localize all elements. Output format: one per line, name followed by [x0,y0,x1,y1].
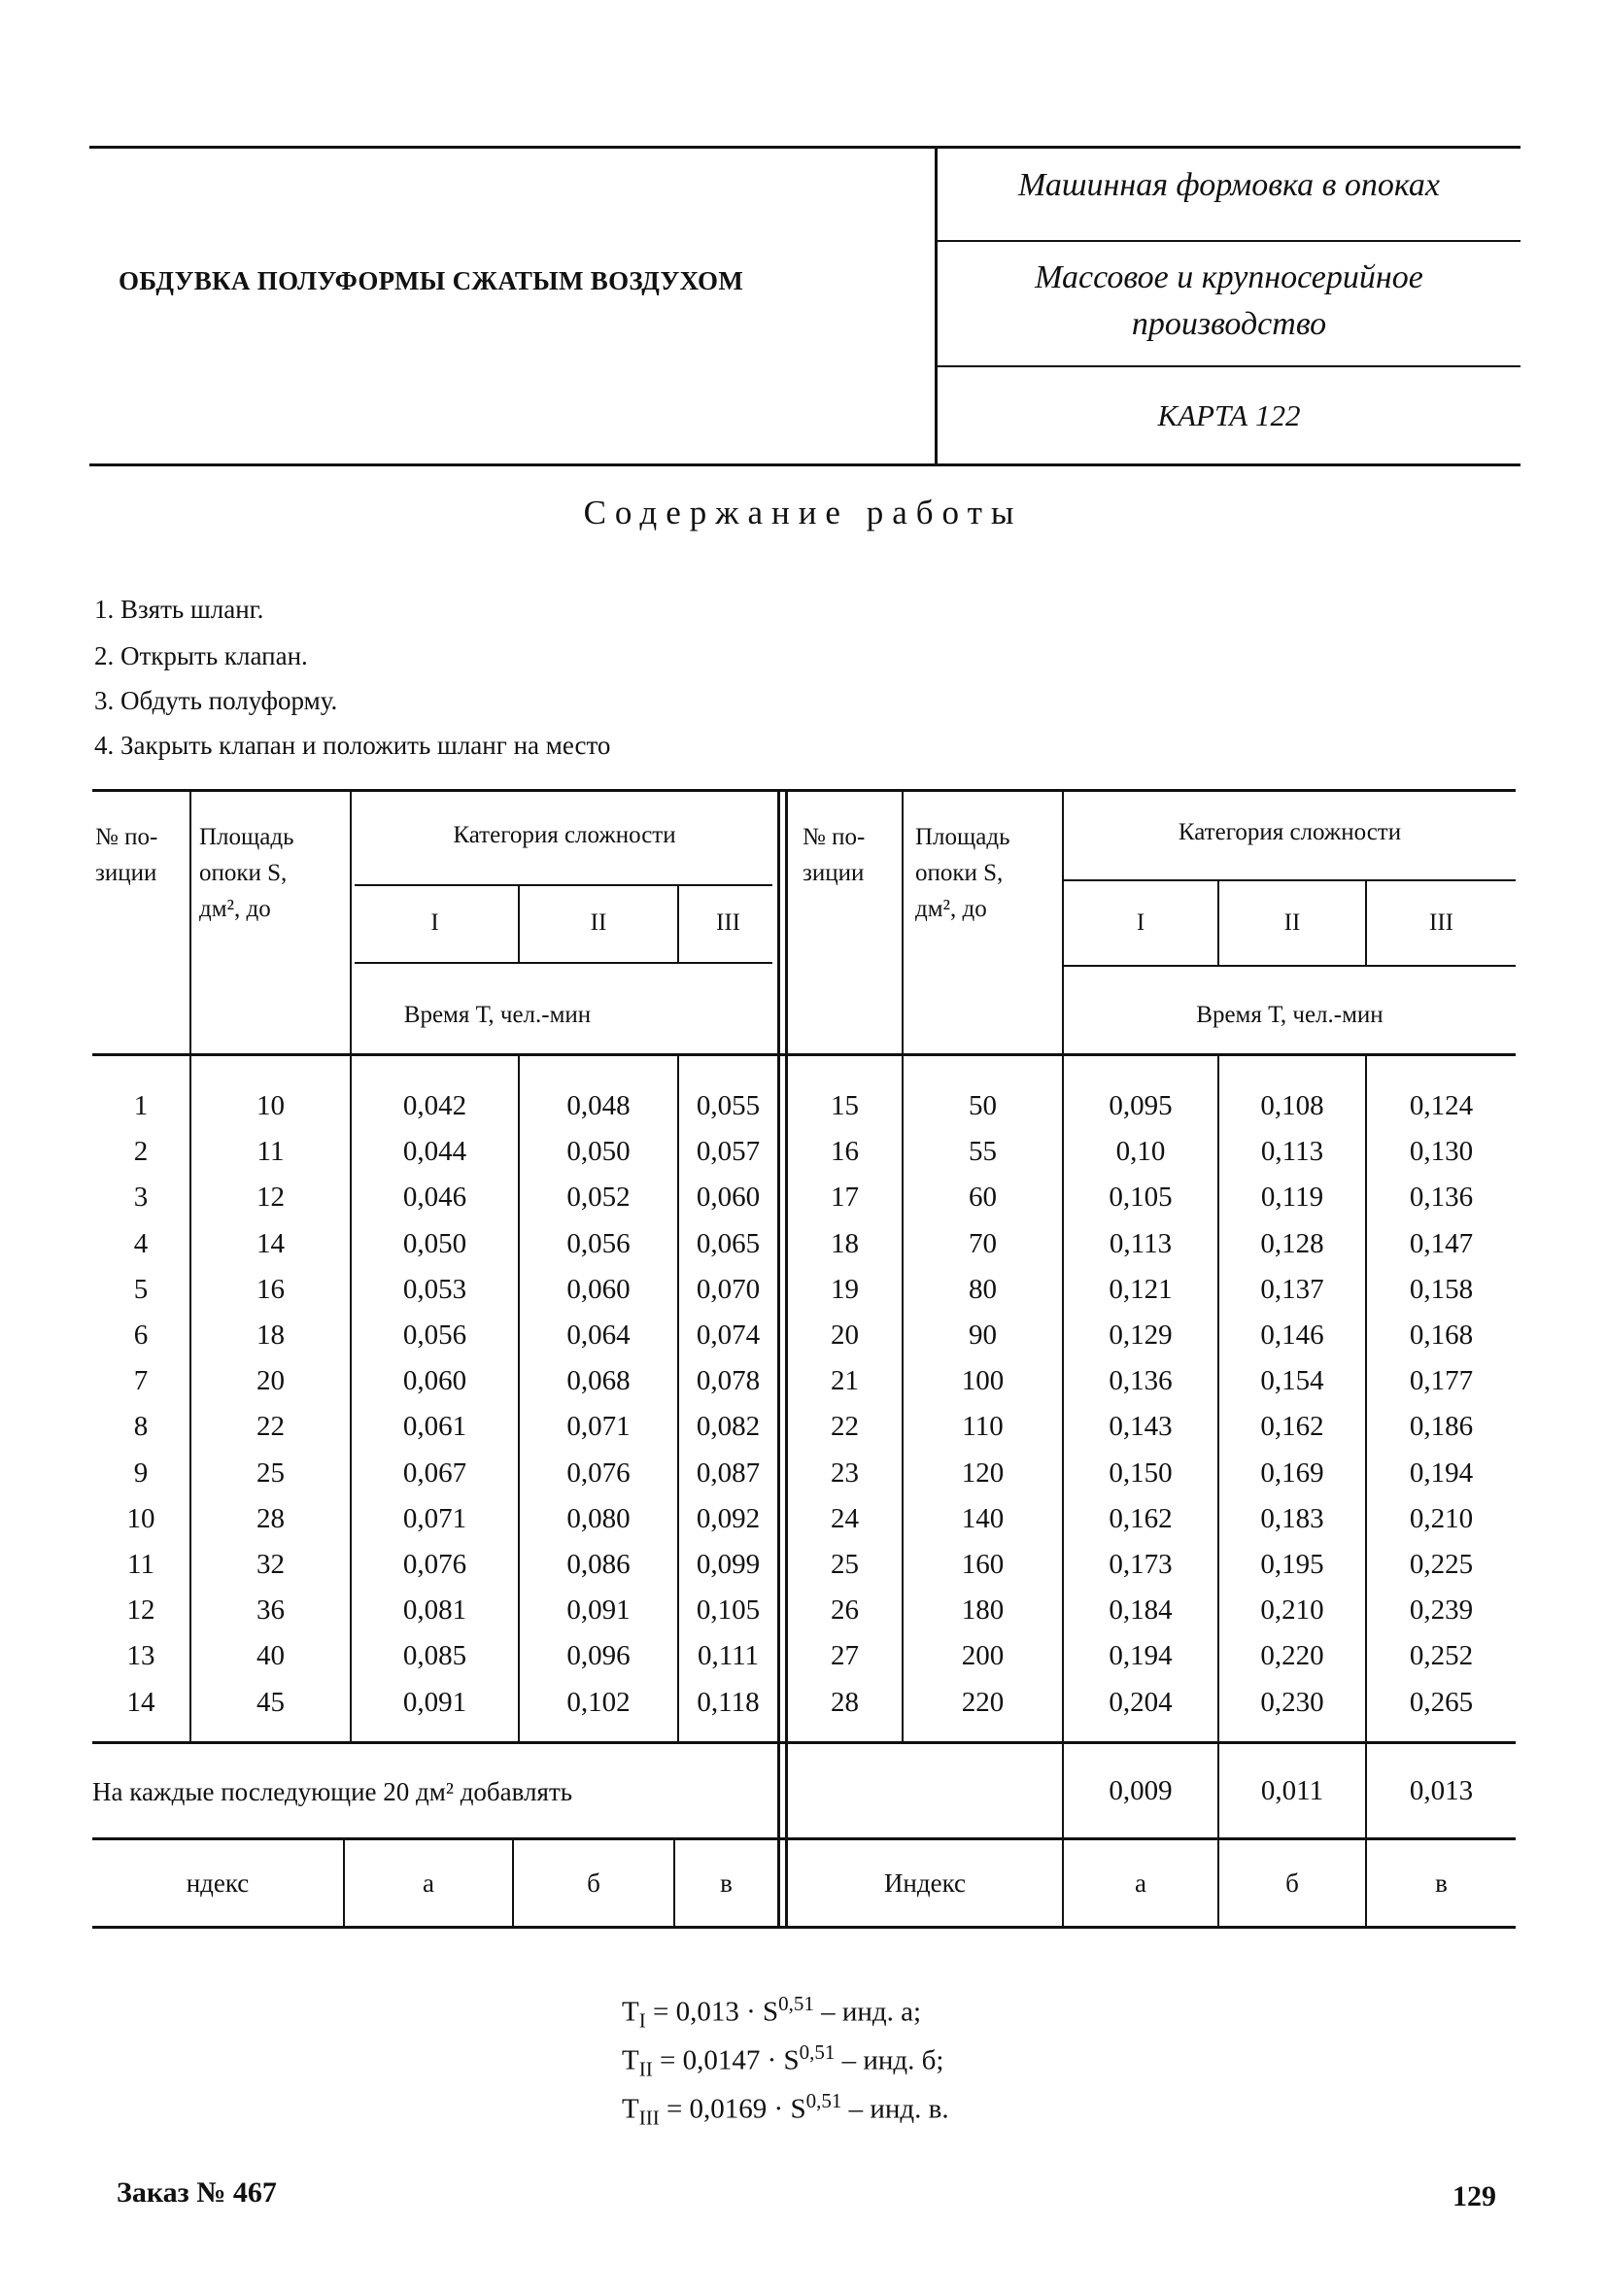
right-row-9-pos: 23 [831,1457,859,1489]
left-row-7-cat-II: 0,068 [566,1365,631,1396]
right-time-header: Время Т, чел.-мин [1196,1002,1384,1028]
left-pos-header-line2: зиции [95,860,157,886]
header-bottom-rule [89,463,1521,466]
right-row-2-cat-I: 0,10 [1115,1136,1166,1167]
card-number: КАРТА 122 [1157,398,1301,432]
right-row-11-cat-II: 0,195 [1260,1549,1324,1580]
right-row-13-cat-II: 0,220 [1260,1640,1324,1671]
left-cat-I: I [430,909,439,936]
formula-1-eq: = 0,013 · S [645,1996,779,2028]
right-row-1-pos: 15 [831,1090,859,1121]
right-row-6-area: 90 [969,1319,997,1351]
right-pos-header-line2: зиции [803,860,865,886]
right-row-6-cat-I: 0,129 [1109,1319,1173,1351]
formula-2-sub: II [638,2057,653,2081]
left-time-header: Время Т, чел.-мин [403,1002,592,1028]
right-row-8-cat-I: 0,143 [1109,1411,1173,1442]
right-row-14-cat-I: 0,204 [1109,1687,1173,1718]
right-row-1-cat-II: 0,108 [1260,1090,1324,1121]
left-row-7-area: 20 [256,1365,285,1396]
index-left-b: б [587,1868,600,1898]
left-row-10-cat-III: 0,092 [696,1503,761,1534]
formula-2-t: T [622,2044,639,2076]
left-row-14-cat-I: 0,091 [402,1687,467,1718]
right-row-6-pos: 20 [831,1319,859,1351]
left-row-7-pos: 7 [133,1365,149,1396]
right-row-10-cat-I: 0,162 [1109,1503,1173,1534]
header-right-rule-2 [935,365,1521,367]
right-area-header-line3: дм², до [915,896,987,922]
left-cat-II: II [590,909,607,936]
right-row-14-area: 220 [961,1687,1005,1718]
right-row-3-area: 60 [969,1182,997,1213]
step-2: 2. Открыть клапан. [94,641,308,670]
right-row-9-area: 120 [961,1457,1005,1489]
left-row-3-area: 12 [256,1182,285,1213]
formula-3-eq: = 0,0169 · S [659,2093,806,2125]
left-row-14-pos: 14 [126,1687,155,1718]
right-row-11-area: 160 [961,1549,1005,1580]
left-row-3-pos: 3 [133,1182,149,1213]
add-value-II: 0,011 [1260,1775,1324,1806]
right-cat-III: III [1429,909,1453,936]
left-row-7-cat-III: 0,078 [696,1365,761,1396]
right-row-1-area: 50 [969,1090,997,1121]
right-row-7-pos: 21 [831,1365,859,1396]
left-row-4-pos: 4 [133,1228,149,1259]
right-row-7-area: 100 [961,1365,1005,1396]
left-row-8-pos: 8 [133,1411,149,1442]
right-row-1-cat-I: 0,095 [1109,1090,1173,1121]
left-row-4-cat-III: 0,065 [696,1228,761,1259]
section-title: Содержание работы [583,494,1023,531]
left-row-5-pos: 5 [133,1274,149,1305]
col-line-mid-1 [777,789,780,1929]
left-row-8-cat-II: 0,071 [566,1411,631,1442]
left-row-13-cat-I: 0,085 [402,1640,467,1671]
right-row-14-pos: 28 [831,1687,859,1718]
page-title: ОБДУВКА ПОЛУФОРМЫ СЖАТЫМ ВОЗДУХОМ [119,266,744,295]
formula-2 [622,2040,943,2081]
left-pos-header [95,819,188,891]
left-row-6-cat-II: 0,064 [566,1319,631,1351]
right-row-7-cat-III: 0,177 [1409,1365,1474,1396]
left-row-8-cat-I: 0,061 [402,1411,467,1442]
right-row-6-cat-II: 0,146 [1260,1319,1324,1351]
left-row-10-cat-I: 0,071 [402,1503,467,1534]
right-row-13-area: 200 [961,1640,1005,1671]
right-row-3-cat-I: 0,105 [1109,1182,1173,1213]
left-area-header-line2: опоки S, [199,860,288,886]
right-row-13-cat-III: 0,252 [1409,1640,1474,1671]
left-row-2-cat-I: 0,044 [402,1136,467,1167]
formula-2-exp: 0,51 [799,2040,836,2064]
index-right-b: б [1285,1868,1299,1898]
left-row-4-area: 14 [256,1228,285,1259]
left-row-1-pos: 1 [133,1090,149,1121]
right-row-4-area: 70 [969,1228,997,1259]
right-row-5-cat-III: 0,158 [1409,1274,1474,1305]
right-row-11-pos: 25 [831,1549,859,1580]
right-row-10-cat-II: 0,183 [1260,1503,1324,1534]
left-row-6-cat-III: 0,074 [696,1319,761,1351]
right-row-2-cat-II: 0,113 [1260,1136,1324,1167]
left-row-9-cat-III: 0,087 [696,1457,761,1489]
left-row-13-area: 40 [256,1640,285,1671]
left-pos-header-line1: № по- [95,824,158,850]
left-row-14-area: 45 [256,1687,285,1718]
right-roman-rule [1064,965,1516,967]
right-row-2-area: 55 [969,1136,997,1167]
right-pos-header-line1: № по- [803,824,866,850]
formula-1-sub: I [638,2008,646,2033]
left-row-6-pos: 6 [133,1319,149,1351]
right-row-11-cat-I: 0,173 [1109,1549,1173,1580]
left-category-header: Категория сложности [453,822,676,848]
left-row-1-cat-I: 0,042 [402,1090,467,1121]
step-3: 3. Обдуть полуформу. [94,686,338,715]
right-row-5-cat-I: 0,121 [1109,1274,1173,1305]
right-row-14-cat-II: 0,230 [1260,1687,1324,1718]
formula-1-t: T [622,1996,639,2028]
left-row-11-area: 32 [256,1549,285,1580]
left-row-9-cat-I: 0,067 [402,1457,467,1489]
left-row-2-cat-III: 0,057 [696,1136,761,1167]
step-1: 1. Взять шланг. [94,595,264,624]
left-row-5-cat-II: 0,060 [566,1274,631,1305]
left-row-2-cat-II: 0,050 [566,1136,631,1167]
order-number: Заказ № 467 [117,2176,277,2209]
left-row-5-cat-I: 0,053 [402,1274,467,1305]
header-right-rule-1 [935,240,1521,242]
left-row-10-pos: 10 [126,1503,155,1534]
right-row-9-cat-III: 0,194 [1409,1457,1474,1489]
right-row-12-pos: 26 [831,1594,859,1626]
formula-3-sub: III [638,2106,660,2130]
left-row-5-cat-III: 0,070 [696,1274,761,1305]
left-row-4-cat-I: 0,050 [402,1228,467,1259]
left-area-header [199,819,345,927]
right-pos-header [803,819,900,891]
right-row-7-cat-I: 0,136 [1109,1365,1173,1396]
right-row-3-cat-II: 0,119 [1260,1182,1324,1213]
right-row-3-cat-III: 0,136 [1409,1182,1474,1213]
left-row-8-cat-III: 0,082 [696,1411,761,1442]
right-row-10-cat-III: 0,210 [1409,1503,1474,1534]
table-bottom-rule [92,1926,1516,1929]
left-row-10-cat-II: 0,080 [566,1503,631,1534]
left-row-11-cat-I: 0,076 [402,1549,467,1580]
left-row-5-area: 16 [256,1274,285,1305]
left-row-7-cat-I: 0,060 [402,1365,467,1396]
left-row-3-cat-II: 0,052 [566,1182,631,1213]
left-area-header-line3: дм², до [199,896,271,922]
left-row-2-pos: 2 [133,1136,149,1167]
left-cat-III: III [716,909,740,936]
left-row-13-cat-III: 0,111 [697,1640,760,1671]
index-label-right: Индекс [883,1868,967,1898]
left-row-6-cat-I: 0,056 [402,1319,467,1351]
right-row-5-cat-II: 0,137 [1260,1274,1324,1305]
right-row-5-area: 80 [969,1274,997,1305]
left-row-1-cat-II: 0,048 [566,1090,631,1121]
right-row-4-cat-III: 0,147 [1409,1228,1474,1259]
right-row-6-cat-III: 0,168 [1409,1319,1474,1351]
right-area-header-line2: опоки S, [915,860,1004,886]
formula-1-exp: 0,51 [778,1992,814,2015]
left-row-6-area: 18 [256,1319,285,1351]
index-right-c: в [1435,1868,1448,1898]
right-row-8-pos: 22 [831,1411,859,1442]
formula-2-eq: = 0,0147 · S [652,2044,800,2076]
index-label-left: ндекс [186,1868,250,1898]
formula-3-exp: 0,51 [805,2089,842,2112]
left-row-9-cat-II: 0,076 [566,1457,631,1489]
step-4: 4. Закрыть клапан и положить шланг на место [94,731,611,760]
formula-1-idx: – инд. а; [813,1996,922,2028]
right-row-5-pos: 19 [831,1274,859,1305]
left-row-3-cat-III: 0,060 [696,1182,761,1213]
right-row-9-cat-II: 0,169 [1260,1457,1324,1489]
left-row-12-cat-II: 0,091 [566,1594,631,1626]
left-row-13-pos: 13 [126,1640,155,1671]
left-row-12-area: 36 [256,1594,285,1626]
left-row-12-cat-III: 0,105 [696,1594,761,1626]
add-row-label: На каждые последующие 20 дм² добавлять [92,1777,573,1806]
col-line-mid-2 [785,789,788,1929]
right-row-10-area: 140 [961,1503,1005,1534]
left-area-header-line1: Площадь [199,824,294,850]
right-row-13-pos: 27 [831,1640,859,1671]
right-row-10-pos: 24 [831,1503,859,1534]
page-number: 129 [1452,2180,1496,2212]
right-row-12-cat-I: 0,184 [1109,1594,1173,1626]
left-row-9-pos: 9 [133,1457,149,1489]
right-row-3-pos: 17 [831,1182,859,1213]
left-row-11-cat-II: 0,086 [566,1549,631,1580]
table-body-end-rule [92,1741,1516,1744]
production-line-2: производство [1131,306,1327,342]
left-row-12-pos: 12 [126,1594,155,1626]
right-row-9-cat-I: 0,150 [1109,1457,1173,1489]
formula-3-idx: – инд. в. [841,2093,949,2125]
right-row-7-cat-II: 0,154 [1260,1365,1324,1396]
index-left-a: а [423,1868,434,1898]
left-row-4-cat-II: 0,056 [566,1228,631,1259]
right-area-header [915,819,1061,927]
right-area-header-line1: Площадь [915,824,1010,850]
right-row-4-cat-I: 0,113 [1109,1228,1173,1259]
left-row-8-area: 22 [256,1411,285,1442]
formula-3 [622,2089,949,2130]
left-row-13-cat-II: 0,096 [566,1640,631,1671]
right-row-2-cat-III: 0,130 [1409,1136,1474,1167]
right-category-rule [1064,879,1516,881]
left-row-11-cat-III: 0,099 [696,1549,761,1580]
production-label [938,255,1521,348]
left-row-14-cat-II: 0,102 [566,1687,631,1718]
right-row-1-cat-III: 0,124 [1409,1090,1474,1121]
table-header-rule [92,1053,1516,1056]
index-right-a: а [1135,1868,1146,1898]
right-row-4-cat-II: 0,128 [1260,1228,1324,1259]
right-row-11-cat-III: 0,225 [1409,1549,1474,1580]
left-row-10-area: 28 [256,1503,285,1534]
right-row-8-area: 110 [962,1411,1004,1442]
right-row-4-pos: 18 [831,1228,859,1259]
left-row-11-pos: 11 [127,1549,154,1580]
formula-3-t: T [622,2093,639,2125]
table-top-rule [92,789,1516,792]
formula-2-idx: – инд. б; [835,2044,944,2076]
left-row-9-area: 25 [256,1457,285,1489]
left-roman-rule [355,962,772,964]
index-left-c: в [720,1868,733,1898]
right-cat-I: I [1136,909,1145,936]
col-line-f [1062,789,1064,1929]
left-row-12-cat-I: 0,081 [402,1594,467,1626]
left-row-14-cat-III: 0,118 [697,1687,760,1718]
add-value-I: 0,009 [1109,1775,1173,1806]
formula-1 [622,1992,921,2033]
production-line-1: Массовое и крупносерийное [1035,259,1423,295]
right-row-8-cat-III: 0,186 [1409,1411,1474,1442]
right-row-14-cat-III: 0,265 [1409,1687,1474,1718]
right-row-12-cat-III: 0,239 [1409,1594,1474,1626]
table-add-row-rule [92,1837,1516,1840]
right-row-8-cat-II: 0,162 [1260,1411,1324,1442]
right-row-2-pos: 16 [831,1136,859,1167]
left-row-3-cat-I: 0,046 [402,1182,467,1213]
left-row-2-area: 11 [256,1136,285,1167]
left-category-rule [355,884,772,886]
left-row-1-cat-III: 0,055 [696,1090,761,1121]
add-value-III: 0,013 [1409,1775,1474,1806]
left-row-1-area: 10 [256,1090,285,1121]
right-category-header: Категория сложности [1178,819,1402,845]
right-row-12-area: 180 [961,1594,1005,1626]
right-row-12-cat-II: 0,210 [1260,1594,1324,1626]
right-cat-II: II [1283,909,1301,936]
right-row-13-cat-I: 0,194 [1109,1640,1173,1671]
method-label: Машинная формовка в опоках [1018,167,1440,203]
header-top-rule [89,146,1521,149]
